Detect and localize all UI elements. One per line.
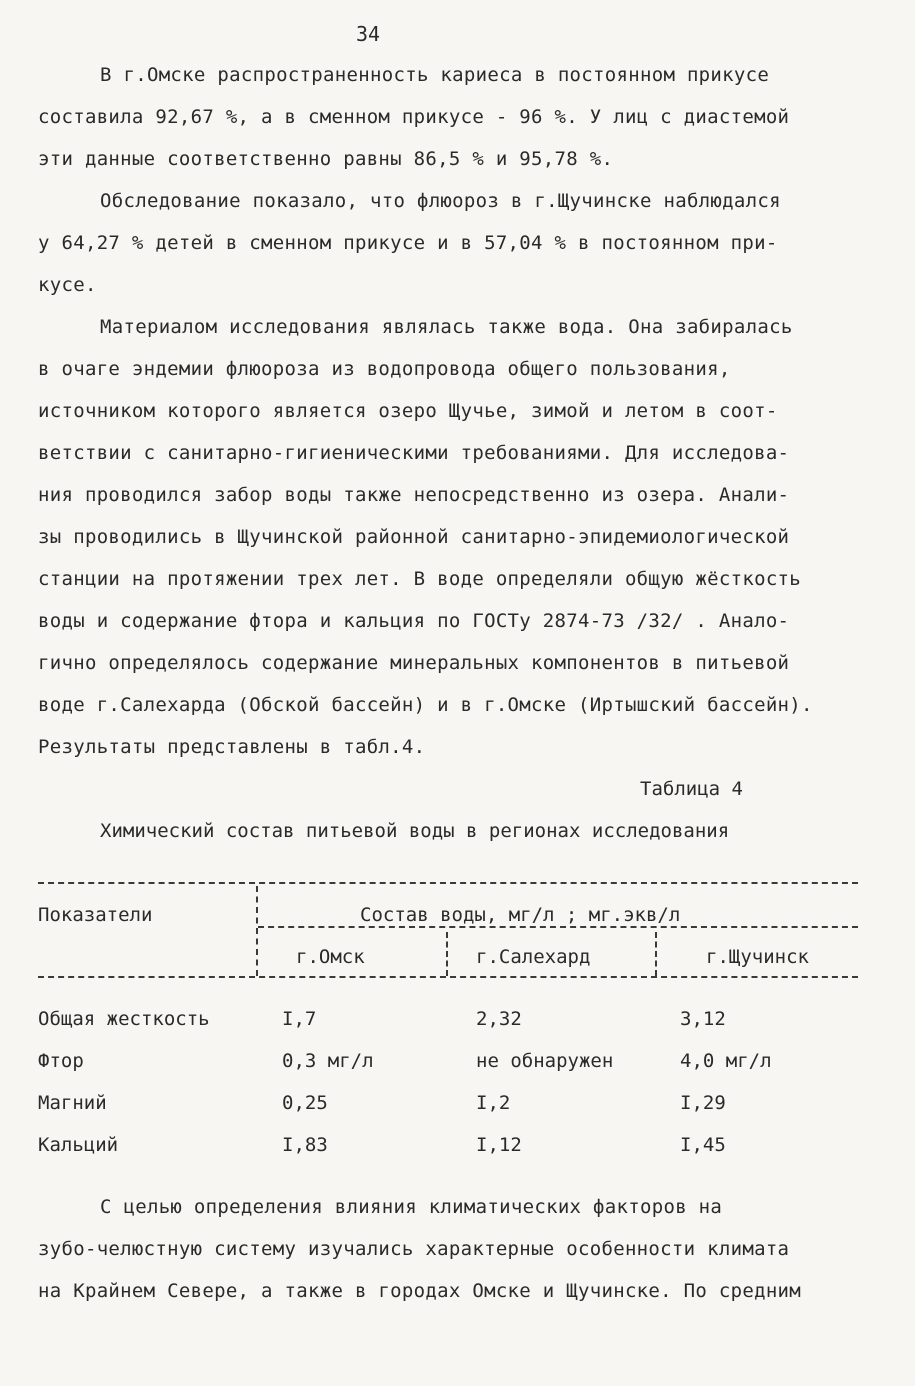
paragraph-line: Материалом исследования являлась также вода. Она забиралась (100, 316, 793, 338)
row-name: Кальций (38, 1134, 119, 1156)
column-divider (446, 932, 448, 976)
cell-omsk: 0,3 мг/л (282, 1050, 374, 1072)
header-group-rule (258, 926, 858, 928)
cell-shchuchinsk: 4,0 мг/л (680, 1050, 772, 1072)
paragraph-line: зубо-челюстную систему изучались характерные особенности климата (38, 1238, 790, 1260)
paragraph-line: эти данные соответственно равны 86,5 % и 95,78 %. (38, 148, 614, 170)
paragraph-line: составила 92,67 %, а в сменном прикусе - 96 %. У лиц с диастемой (38, 106, 790, 128)
paragraph-line: воды и содержание фтора и кальция по ГОСТу 2874-73 /32/ . Анало- (38, 610, 790, 632)
table-label: Таблица 4 (640, 778, 743, 800)
cell-omsk: I,83 (282, 1134, 328, 1156)
cell-omsk: I,7 (282, 1008, 317, 1030)
cell-shchuchinsk: I,45 (680, 1134, 726, 1156)
row-name: Фтор (38, 1050, 84, 1072)
column-header-salekhard: г.Салехард (476, 946, 591, 968)
table-top-rule (38, 882, 858, 884)
cell-salekhard: I,2 (476, 1092, 511, 1114)
paragraph-line: в очаге эндемии флюороза из водопровода общего пользования, (38, 358, 731, 380)
paragraph-line: зы проводились в Щучинской районной санитарно-эпидемиологической (38, 526, 790, 548)
page-number: 34 (356, 22, 381, 46)
paragraph-line: Обследование показало, что флюороз в г.Щучинске наблюдался (100, 190, 781, 212)
column-header-omsk: г.Омск (296, 946, 365, 968)
paragraph-line: гично определялось содержание минеральных компонентов в питьевой (38, 652, 790, 674)
paragraph-line: станции на протяжении трех лет. В воде определяли общую жёсткость (38, 568, 802, 590)
row-name: Магний (38, 1092, 107, 1114)
cell-shchuchinsk: 3,12 (680, 1008, 726, 1030)
cell-salekhard: 2,32 (476, 1008, 522, 1030)
cell-salekhard: I,12 (476, 1134, 522, 1156)
row-name: Общая жесткость (38, 1008, 210, 1030)
paragraph-line: источником которого является озеро Щучье, зимой и летом в соот- (38, 400, 778, 422)
header-indicator: Показатели (38, 904, 153, 926)
cell-omsk: 0,25 (282, 1092, 328, 1114)
table-title: Химический состав питьевой воды в регионах исследования (100, 820, 730, 842)
paragraph-line: кусе. (38, 274, 97, 296)
paragraph-line: воде г.Салехарда (Обской бассейн) и в г.Омске (Иртышский бассейн). (38, 694, 813, 716)
header-divider (256, 886, 258, 976)
cell-salekhard: не обнаружен (476, 1050, 614, 1072)
paragraph-line: на Крайнем Севере, а также в городах Омске и Щучинске. По средним (38, 1280, 802, 1302)
paragraph-line: у 64,27 % детей в сменном прикусе и в 57,04 % в постоянном при- (38, 232, 778, 254)
paragraph-line: ветствии с санитарно-гигиеническими требованиями. Для исследова- (38, 442, 790, 464)
paragraph-line: С целью определения влияния климатических факторов на (100, 1196, 723, 1218)
paragraph-line: В г.Омске распространенность кариеса в постоянном прикусе (100, 64, 770, 86)
column-divider (655, 932, 657, 976)
header-group: Состав воды, мг/л ; мг.экв/л (360, 904, 681, 926)
cell-shchuchinsk: I,29 (680, 1092, 726, 1114)
paragraph-line: ния проводился забор воды также непосредственно из озера. Анали- (38, 484, 790, 506)
paragraph-line: Результаты представлены в табл.4. (38, 736, 426, 758)
header-bottom-rule (38, 976, 858, 978)
column-header-shchuchinsk: г.Щучинск (706, 946, 809, 968)
